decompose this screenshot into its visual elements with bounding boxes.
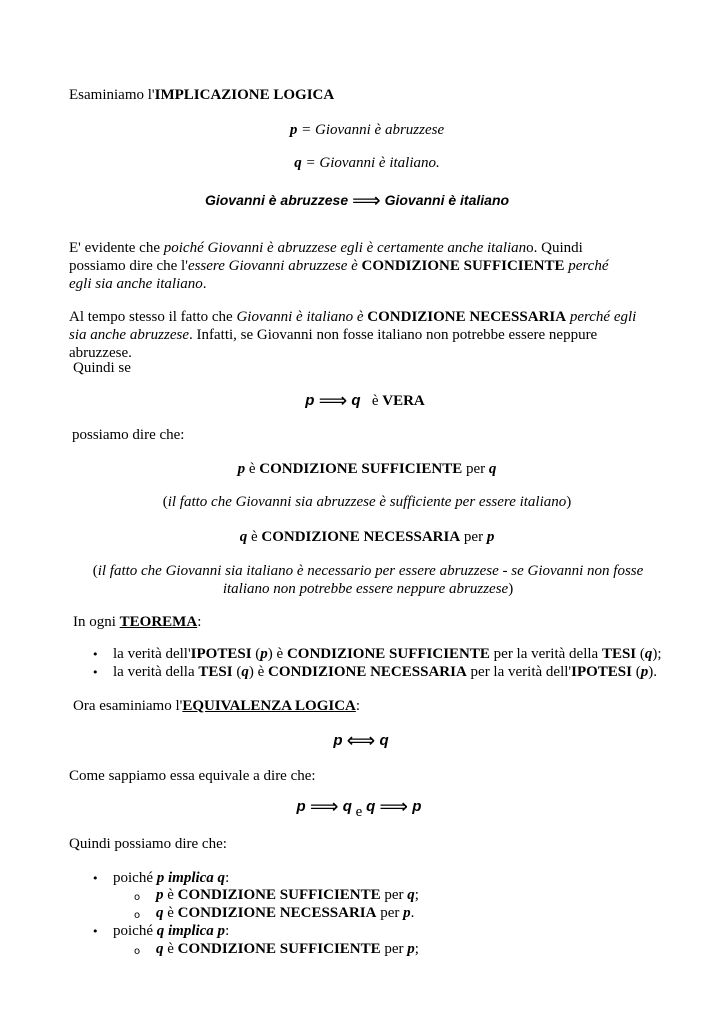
piff-p: p — [333, 732, 343, 749]
eq-suffix: : — [355, 698, 361, 714]
implies-arrow-icon-3: ⟹ — [309, 794, 339, 818]
ia-q: q — [342, 798, 352, 815]
fs21-b: CONDIZIONE SUFFICIENTE — [177, 941, 381, 957]
fs12-v2: p — [403, 905, 411, 921]
para2-text-1: Al tempo stesso il fatto che — [69, 309, 237, 325]
def-p-eq: = Giovanni è abruzzese — [297, 122, 445, 138]
circle-bullet-icon: o — [134, 946, 141, 957]
cnn-open: ( — [92, 563, 98, 579]
p-implies-q-formula — [305, 388, 361, 412]
para1-italic-2: essere Giovanni abruzzese è — [187, 258, 362, 274]
cs-q: q — [488, 461, 497, 477]
ti2-v1: q — [241, 664, 249, 680]
fs11-t1: è — [163, 887, 178, 903]
fs12-t2: per — [376, 905, 404, 921]
fi1-bi: p implica q — [156, 870, 226, 886]
ti1-v1: p — [260, 646, 268, 662]
fi2-bi: q implica p — [156, 923, 226, 939]
csn-open: ( — [162, 494, 168, 510]
def-q-var: q — [294, 155, 302, 171]
ti1-b3: TESI — [601, 646, 637, 662]
intro-prefix: Esaminiamo l' — [69, 87, 155, 103]
ib-q: q — [366, 798, 376, 815]
piff-q: q — [379, 732, 389, 749]
teorema-prefix: In ogni — [73, 614, 120, 630]
fs11-t2: per — [380, 887, 408, 903]
implication-formula — [62, 188, 652, 212]
fi2-t2: : — [225, 923, 230, 939]
ti1-t3: ) è — [267, 646, 287, 662]
fi2-t1: poiché — [113, 923, 157, 939]
implies-arrow-icon: ⟹ — [352, 188, 381, 212]
final-sub-1-2 — [156, 904, 414, 922]
bullet-icon: • — [92, 872, 99, 885]
bullet-icon: • — [92, 666, 99, 679]
fs11-t3: ; — [414, 887, 419, 903]
impl-a — [296, 794, 352, 818]
circle-bullet-icon: o — [134, 910, 141, 921]
def-q — [72, 154, 662, 172]
p-implies-q-line — [70, 388, 660, 412]
def-q-eq: = Giovanni è italiano. — [301, 155, 440, 171]
fs11-v2: q — [407, 887, 415, 903]
cs-p: p — [237, 461, 246, 477]
eq-prefix: Ora esaminiamo l' — [73, 698, 183, 714]
def-p — [72, 121, 662, 139]
piq-vera: VERA — [382, 393, 425, 409]
cn-label: CONDIZIONE NECESSARIA — [261, 529, 461, 545]
ti2-t1: la verità della — [113, 664, 199, 680]
piq-suffix: è — [371, 393, 383, 409]
ti1-t6: ); — [652, 646, 662, 662]
ti1-b2: CONDIZIONE SUFFICIENTE — [286, 646, 490, 662]
para1-text-4: . — [202, 276, 207, 292]
ti2-t3: ) è — [248, 664, 268, 680]
cnn-text: il fatto che Giovanni sia italiano è necessario per essere abruzzese - se Giovanni non fosse italiano non potrebbe essere neppure abruzzese — [97, 563, 644, 597]
ti2-b3: IPOTESI — [571, 664, 632, 680]
ti2-t4: per la verità dell' — [466, 664, 572, 680]
eq-word: EQUIVALENZA LOGICA — [182, 698, 356, 714]
para2-italic-2: perché egli sia anche abruzzese — [69, 309, 637, 343]
fi1-t2: : — [225, 870, 230, 886]
ti2-b1: TESI — [198, 664, 233, 680]
cn-p: p — [486, 529, 495, 545]
ti2-t5: ( — [631, 664, 641, 680]
ti1-t5: ( — [636, 646, 645, 662]
teorema-heading — [73, 613, 201, 631]
quindi-se: Quindi se — [73, 360, 131, 376]
fs12-t1: è — [163, 905, 178, 921]
ia-p: p — [296, 798, 306, 815]
bullet-icon: • — [92, 925, 99, 938]
fi1-t1: poiché — [113, 870, 157, 886]
piq-q: q — [351, 392, 361, 409]
ti2-t6: ). — [648, 664, 657, 680]
csn-text: il fatto che Giovanni sia abruzzese è sufficiente per essere italiano — [167, 494, 567, 510]
ti1-v2: q — [644, 646, 653, 662]
intro-title: IMPLICAZIONE LOGICA — [154, 87, 335, 103]
para2-italic-1: Giovanni è italiano è — [236, 309, 368, 325]
cond-nec-line — [72, 528, 662, 546]
cs-e: è — [245, 461, 260, 477]
fs12-t3: . — [410, 905, 415, 921]
ti1-t1: la verità dell' — [113, 646, 191, 662]
ti2-t2: ( — [232, 664, 242, 680]
possiamo-dire: possiamo dire che: — [72, 427, 185, 443]
implication-left: Giovanni è abruzzese — [204, 192, 349, 208]
fs21-t1: è — [163, 941, 178, 957]
cs-per: per — [462, 461, 489, 477]
piq-p: p — [305, 392, 315, 409]
para1-bold: CONDIZIONE SUFFICIENTE — [361, 258, 565, 274]
come-sappiamo: Come sappiamo essa equivale a dire che: — [69, 768, 316, 784]
intro-line — [69, 86, 659, 104]
ti2-b2: CONDIZIONE NECESSARIA — [267, 664, 467, 680]
fs21-t3: ; — [414, 941, 419, 957]
impl-e: e — [355, 804, 363, 820]
quindi-possiamo: Quindi possiamo dire che: — [69, 836, 227, 852]
cn-q: q — [239, 529, 248, 545]
ti2-v2: p — [640, 664, 649, 680]
para2-text-3: . Infatti, se Giovanni non fosse italiano non potrebbe essere neppure abruzzese. — [69, 327, 598, 361]
para1-italic-3: perché egli sia anche italiano — [69, 258, 609, 292]
ti1-b1: IPOTESI — [190, 646, 252, 662]
fs12-v1: q — [156, 905, 164, 921]
cn-e: è — [247, 529, 262, 545]
ti1-t2: ( — [251, 646, 261, 662]
cn-per: per — [460, 529, 487, 545]
cond-suff-note — [72, 493, 662, 511]
paragraph-sufficient — [69, 239, 634, 293]
iff-arrow-icon: ⟺ — [346, 728, 376, 752]
final-item-2 — [113, 922, 229, 940]
fs21-v2: p — [407, 941, 415, 957]
teorema-item-2 — [113, 663, 713, 681]
para1-italic-1: poiché Giovanni è abruzzese egli è certamente anche italian — [163, 240, 527, 256]
fs11-v1: p — [156, 887, 164, 903]
ib-p: p — [412, 798, 422, 815]
teorema-item-1 — [113, 645, 713, 663]
paragraph-necessary — [69, 308, 647, 362]
final-sub-2-1 — [156, 940, 419, 958]
implication-right: Giovanni è italiano — [384, 192, 510, 208]
implies-arrow-icon-2: ⟹ — [318, 388, 348, 412]
teorema-word: TEOREMA — [119, 614, 198, 630]
csn-close: ) — [566, 494, 572, 510]
cond-suff-line — [72, 460, 662, 478]
fs21-t2: per — [380, 941, 408, 957]
final-sub-1-1 — [156, 886, 419, 904]
equivalenza-heading — [73, 697, 360, 715]
p-iff-q-formula — [66, 728, 656, 752]
ti1-t4: per la verità della — [489, 646, 602, 662]
def-p-var: p — [289, 122, 298, 138]
impl-b — [366, 794, 422, 818]
cs-label: CONDIZIONE SUFFICIENTE — [259, 461, 463, 477]
teorema-suffix: : — [197, 614, 202, 630]
implies-arrow-icon-4: ⟹ — [379, 794, 409, 818]
fs12-b: CONDIZIONE NECESSARIA — [177, 905, 377, 921]
fs21-v1: q — [156, 941, 164, 957]
cond-nec-note — [68, 562, 668, 598]
circle-bullet-icon: o — [134, 892, 141, 903]
cnn-close: ) — [508, 581, 514, 597]
two-implications — [64, 794, 654, 820]
final-item-1 — [113, 869, 229, 887]
fs11-b: CONDIZIONE SUFFICIENTE — [177, 887, 381, 903]
para2-bold: CONDIZIONE NECESSARIA — [367, 309, 567, 325]
para1-text-1: E' evidente che — [69, 240, 164, 256]
bullet-icon: • — [92, 648, 99, 661]
para1-text-2: o. Quindi possiamo dire che l' — [69, 240, 583, 274]
